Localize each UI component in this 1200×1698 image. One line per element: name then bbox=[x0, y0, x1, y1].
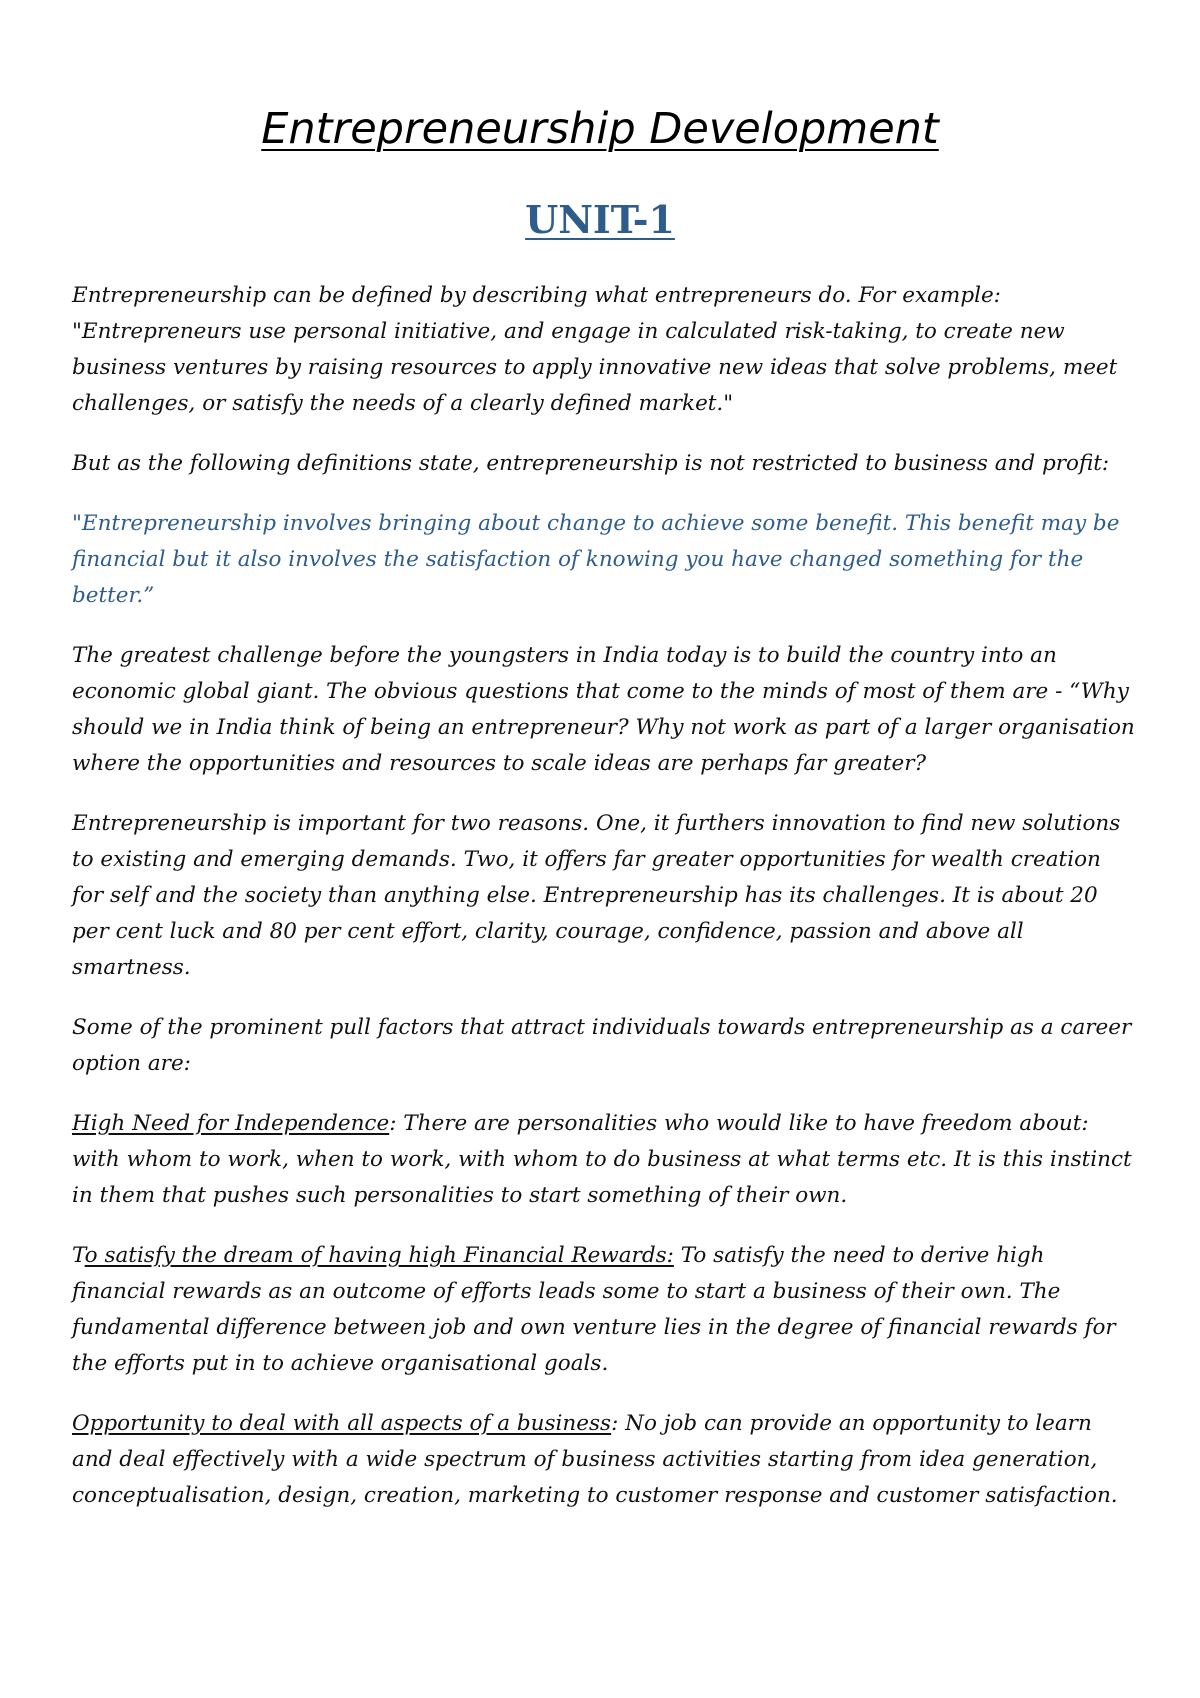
paragraph-definition: Entrepreneurship can be defined by describing what entrepreneurs do. For example: "Entrepreneurs use personal initiative, and engage in calculated risk-taking, to create new business ventures by raising resources to apply innovative new ideas that solve problems, meet challenges, or satisfy the needs of a clearly defined market." bbox=[72, 283, 1118, 416]
factor-financial-rewards bbox=[72, 1238, 1136, 1382]
factor-independence bbox=[72, 1106, 1136, 1214]
paragraph-importance: Entrepreneurship is important for two reasons. One, it furthers innovation to find new solutions to existing and emerging demands. Two, it offers far greater opportunities for wealth creation for self and the society than anything else. Entrepreneurship has its challenges. It is about 20 per cent luck and 80 per cent effort, clarity, courage, confidence, passion and above all smartness. bbox=[72, 811, 1121, 980]
document-title: Entrepreneurship Development bbox=[261, 104, 939, 154]
paragraph-quote: "Entrepreneurship involves bringing about change to achieve some benefit. This benefit may be financial but it also involves the satisfaction of knowing you have changed something for the better.” bbox=[72, 511, 1120, 608]
factor-heading: o satisfy the dream of having high Financial Rewards: bbox=[84, 1243, 674, 1268]
factor-heading: Opportunity to deal with all aspects of a business bbox=[72, 1411, 612, 1436]
factor-text: : There are personalities who would like to have freedom about: with whom to work, when to work, with whom to do business at what terms etc. It is this instinct in them that pushes such personalities to start something of their own. bbox=[72, 1111, 1132, 1208]
unit-heading: UNIT-1 bbox=[525, 197, 675, 242]
factor-heading-prefix: T bbox=[72, 1243, 85, 1268]
factor-heading: High Need for Independence bbox=[72, 1111, 390, 1136]
paragraph-not-restricted: But as the following definitions state, entrepreneurship is not restricted to business and profit: bbox=[72, 451, 1110, 476]
paragraph-challenge: The greatest challenge before the youngsters in India today is to build the country into an economic global giant. The obvious questions that come to the minds of most of them are - “Why should we in India think of being an entrepreneur? Why not work as part of a larger organisation where the opportunities and resources to scale ideas are perhaps far greater? bbox=[72, 643, 1135, 776]
factor-text: : No job can provide an opportunity to learn and deal effectively with a wide spectrum of business activities starting from idea generation, conceptualisation, design, creation, marketing to customer response and customer satisfaction. bbox=[72, 1411, 1118, 1508]
factor-all-aspects bbox=[72, 1406, 1136, 1514]
paragraph-pull-factors-intro: Some of the prominent pull factors that attract individuals towards entrepreneurship as a career option are: bbox=[72, 1015, 1132, 1076]
factor-text: To satisfy the need to derive high financial rewards as an outcome of efforts leads some to start a business of their own. The fundamental difference between job and own venture lies in the degree of financial rewards for the efforts put in to achieve organisational goals. bbox=[72, 1243, 1116, 1376]
document-body bbox=[72, 278, 1136, 1538]
